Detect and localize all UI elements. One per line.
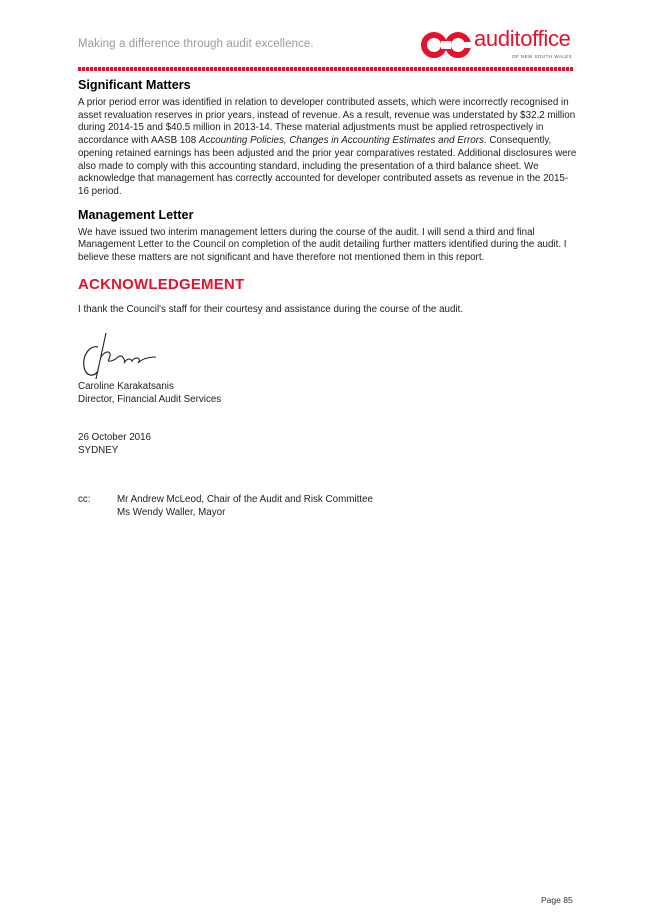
cc-recipients <box>117 494 373 519</box>
section-significant-matters <box>78 78 578 199</box>
acknowledgement-text: I thank the Council's staff for their courtesy and assistance during the course of the audit. <box>78 303 464 315</box>
significant-matters-text <box>78 97 578 199</box>
section-management-letter <box>78 208 578 265</box>
signature-image <box>76 331 166 381</box>
signatory <box>78 381 578 406</box>
standard-reference: Accounting Policies, Changes in Accounting Estimates and Errors <box>198 135 484 147</box>
main-content <box>78 78 578 457</box>
heading-management-letter: Management Letter <box>78 207 194 222</box>
cc-recipient: Mr Andrew McLeod, Chair of the Audit and Risk Committee <box>117 494 373 505</box>
audit-office-logo-icon <box>420 30 474 60</box>
heading-significant-matters: Significant Matters <box>78 78 191 92</box>
heading-acknowledgement: ACKNOWLEDGEMENT <box>78 275 245 293</box>
signatory-title: Director, Financial Audit Services <box>78 394 222 406</box>
audit-office-logo <box>420 28 576 64</box>
page-number: Page 85 <box>541 895 573 905</box>
logo-text: auditoffice <box>474 26 571 51</box>
date-place <box>78 432 578 457</box>
header-divider <box>78 67 574 71</box>
text-part: A prior period error was identified in relation to developer contributed assets, which were incorrectly recognised in asset revaluation reserves in prior years, instead of revenue. As a result, revenue was understated by $32.2 million during 2014-15 and $40.5 million in 2013-14. These material adjustments must be applied retrospectively in accordance with AASB 108 <box>78 97 576 147</box>
letter-place: SYDNEY <box>78 444 119 456</box>
signatory-name: Caroline Karakatsanis <box>78 381 174 393</box>
cc-label: cc: <box>78 494 91 505</box>
management-letter-text: We have issued two interim management letters during the course of the audit. I will send a third and final Management Letter to the Council on completion of the audit detailing further matters identified during the audit. I believe these matters are not significant and have therefore not mentioned them in this report. <box>78 226 567 264</box>
letter-date: 26 October 2016 <box>78 431 151 443</box>
logo-subtext: OF NEW SOUTH WALES <box>512 54 573 59</box>
tagline: Making a difference through audit excellence. <box>78 38 314 50</box>
text-part: . Consequently, opening retained earnings has been adjusted and the prior year comparatives restated. Additional disclosures were also made to comply with this accounting standard, including the presentation of a third balance sheet. We acknowledge that management has correctly accounted for developer contributed assets as revenue in the 2015-16 period. <box>78 135 577 197</box>
cc-recipient: Ms Wendy Waller, Mayor <box>117 506 226 518</box>
